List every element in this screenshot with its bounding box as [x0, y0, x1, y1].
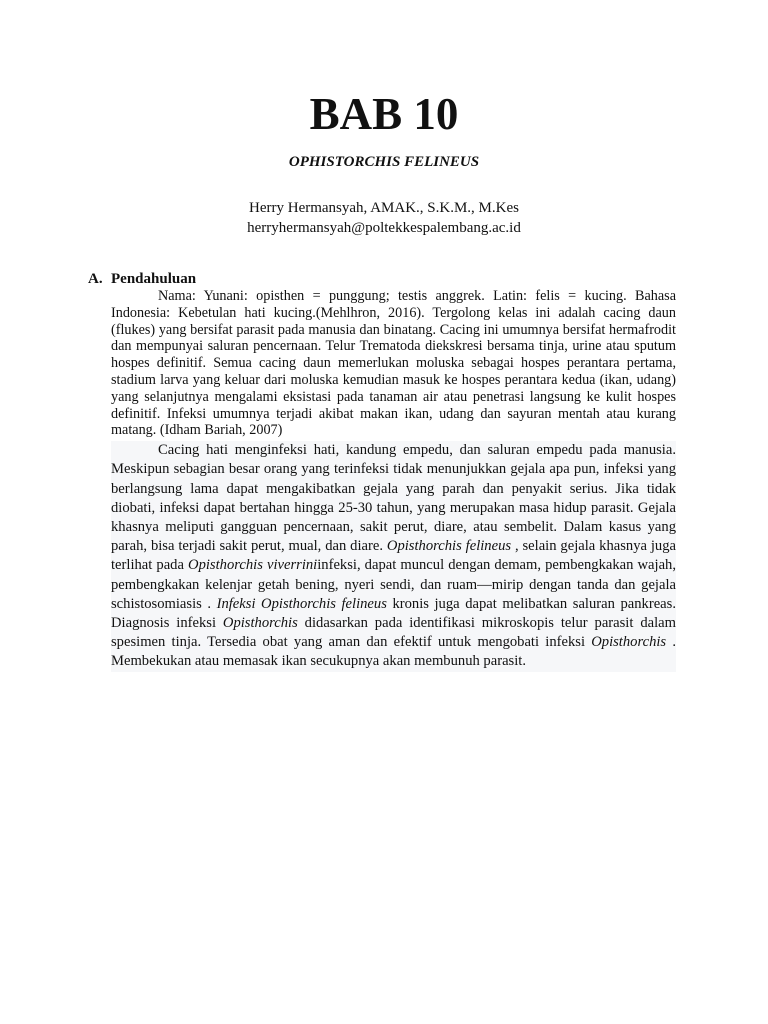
italic-term: Opisthorchis [591, 634, 667, 651]
paragraph-2-text: Cacing hati menginfeksi hati, kandung empedu, dan saluran empedu pada manusia. Meskipun sebagian besar orang yang terinfeksi tidak menunjukkan gejala apa pun, infeksi yang berlangsung lama dapat mengakibatkan gejala yang parah dan penyakit serius. Jika tidak diobati, infeksi dapat bertahan hingga 25-30 tahun, yang merupakan masa hidup parasit. Gejala khasnya meliputi gangguan pencernaan, sakit perut, diare, atau sembelit. Dalam kasus yang parah, bisa terjadi sakit perut, mual, dan diare. [111, 442, 676, 555]
section-title: Pendahuluan [111, 271, 197, 287]
section-number: A. [88, 271, 103, 287]
paragraph-2-text: didasarkan pada identifikasi mikroskopis telur parasit dalam spesimen tinja. Tersedia obat yang aman dan efektif untuk mengobati infeksi [111, 615, 676, 651]
paragraph-2-text: . Membekukan atau memasak ikan secukupnya akan membunuh parasit. [111, 634, 676, 670]
section-introduction [88, 270, 676, 672]
italic-term: Infeksi Opisthorchis felineus [216, 595, 387, 612]
chapter-title: BAB 10 [309, 89, 459, 139]
paragraph-2 [111, 441, 676, 671]
section-heading [88, 270, 676, 288]
italic-term: Opisthorchis felineus [386, 538, 512, 555]
paragraph-2-text: kronis juga dapat melibatkan saluran pankreas. Diagnosis infeksi [111, 595, 676, 631]
author-email: herryhermansyah@poltekkespalembang.ac.id [247, 220, 521, 236]
italic-term: Opisthorchis [222, 615, 298, 631]
paragraph-1: Nama: Yunani: opisthen = punggung; testis anggrek. Latin: felis = kucing. Bahasa Indonesia: Kebetulan hati kucing.(Mehlhron, 2016). Tergolong kelas ini adalah cacing daun (flukes) yang bersifat parasit pada manusia dan binatang. Cacing ini umumnya bersifat hermafrodit dan mempunyai saluran pencernaan. Telur Trematoda diekskresi bersama tinja, urine atau sputum hospes definitif. Semua cacing daun memerlukan moluska sebagai hospes perantara pertama, stadium larva yang keluar dari moluska kemudian masuk ke hospes perantara kedua (ikan, udang) yang selanjutnya mengalami eksistasi pada tanaman air atau penetrasi langsung ke kulit hospes definitif. Infeksi umumnya terjadi akibat makan ikan, udang dan sayuran mentah atau kurang matang. (Idham Bariah, 2007) [111, 288, 676, 439]
paragraph-2-text: infeksi, dapat muncul dengan demam, pembengkakan wajah, pembengkakan kelenjar getah bening, nyeri sendi, dan ruam—mirip dengan tanda dan gejala schistosomiasis . [111, 557, 677, 612]
author-name: Herry Hermansyah, AMAK., S.K.M., M.Kes [249, 200, 519, 216]
author-block [0, 198, 768, 238]
italic-term: Opisthorchis viverrini [188, 557, 318, 574]
paragraph-2-text: , selain gejala khasnya juga terlihat pada [111, 538, 677, 574]
chapter-subtitle: OPHISTORCHIS FELINEUS [288, 154, 480, 170]
